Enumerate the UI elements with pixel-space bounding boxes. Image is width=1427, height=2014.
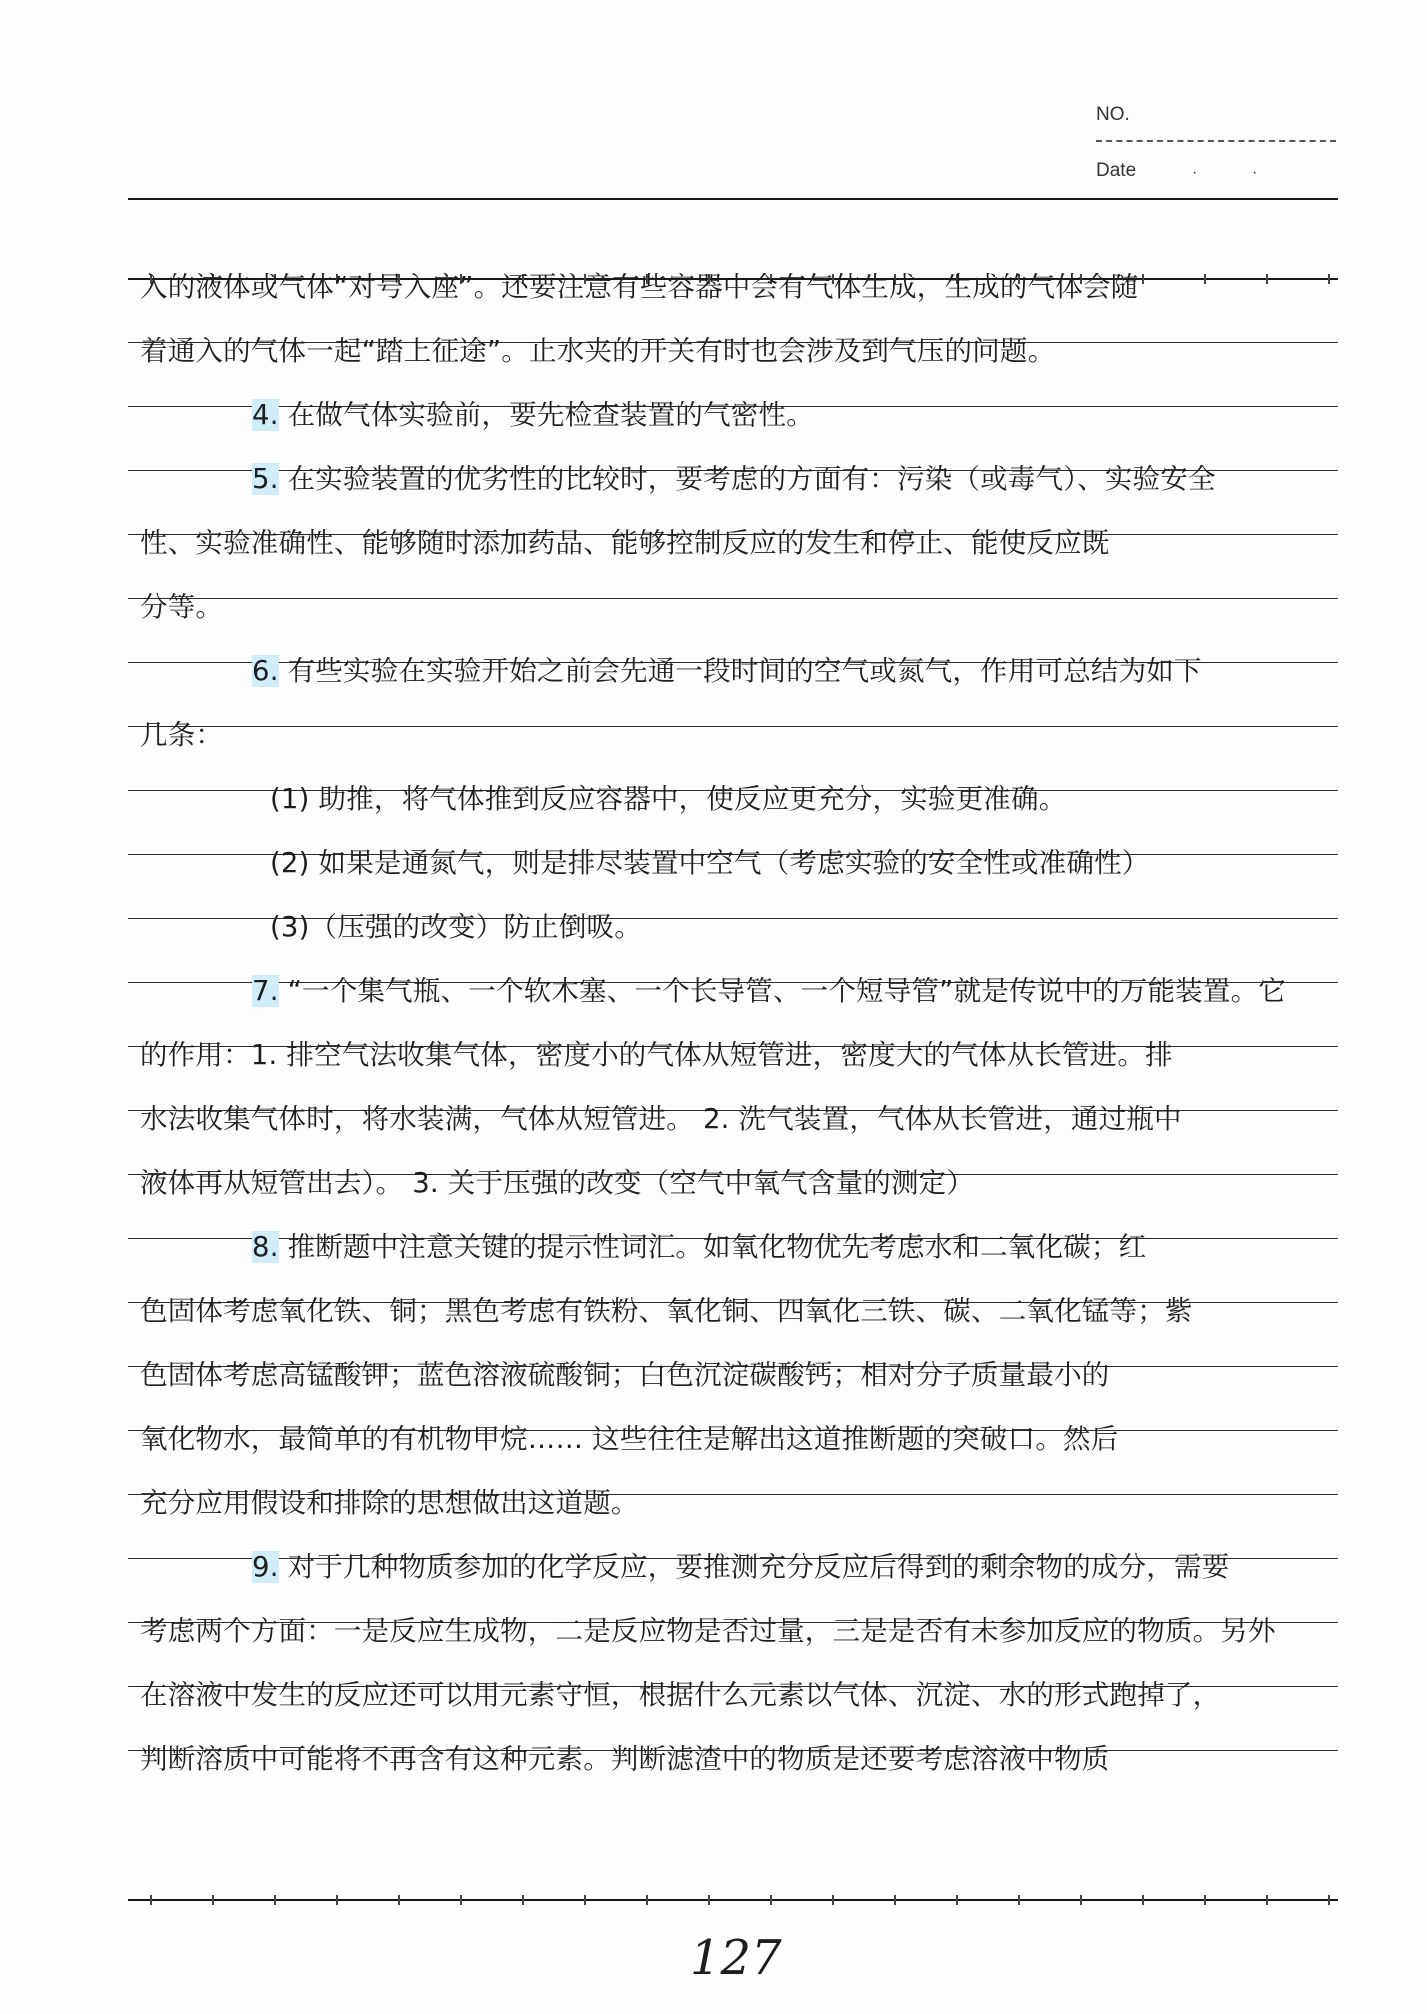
text-line-content: 在做气体实验前，要先检查装置的气密性。 bbox=[287, 399, 814, 431]
text-line bbox=[140, 1483, 1330, 1523]
date-dot: · bbox=[1252, 164, 1258, 181]
text-line-content: 色固体考虑氧化铁、铜；黑色考虑有铁粉、氧化铜、四氧化三铁、碳、二氧化锰等；紫 bbox=[140, 1295, 1193, 1327]
text-line bbox=[140, 1675, 1330, 1715]
text-line-content: 充分应用假设和排除的思想做出这道题。 bbox=[140, 1487, 639, 1519]
text-line-content: 液体再从短管出去）。 3. 关于压强的改变（空气中氧气含量的测定） bbox=[140, 1167, 975, 1199]
text-line-content: 分等。 bbox=[140, 591, 224, 623]
text-line bbox=[140, 1035, 1330, 1075]
text-line bbox=[252, 1547, 1427, 1587]
text-line-content: 考虑两个方面：一是反应生成物，二是反应物是否过量，三是是否有未参加反应的物质。另外 bbox=[140, 1615, 1276, 1647]
rule-tick bbox=[460, 1895, 462, 1905]
header-dashed-line bbox=[1096, 140, 1336, 142]
text-line bbox=[252, 651, 1427, 691]
text-line-content: “一个集气瓶、一个软木塞、一个长导管、一个短导管”就是传说中的万能装置。它 bbox=[287, 975, 1286, 1007]
text-line-content: 对于几种物质参加的化学反应，要推测充分反应后得到的剩余物的成分，需要 bbox=[287, 1551, 1230, 1583]
text-line-content: 性、实验准确性、能够随时添加药品、能够控制反应的发生和停止、能使反应既 bbox=[140, 527, 1110, 559]
text-line bbox=[140, 267, 1330, 307]
ruled-line bbox=[128, 198, 1338, 200]
rule-tick bbox=[646, 1895, 648, 1905]
rule-tick bbox=[894, 1895, 896, 1905]
rule-tick bbox=[1080, 1895, 1082, 1905]
text-line-content: 在溶液中发生的反应还可以用元素守恒，根据什么元素以气体、沉淀、水的形式跑掉了， bbox=[140, 1679, 1221, 1711]
item-number-highlight: 4. bbox=[252, 399, 279, 431]
text-line-content: 氧化物水，最简单的有机物甲烷…… 这些往往是解出这道推断题的突破口。然后 bbox=[140, 1423, 1119, 1455]
item-number-highlight: 5. bbox=[252, 463, 279, 495]
text-line-content: 色固体考虑高锰酸钾；蓝色溶液硫酸铜；白色沉淀碳酸钙；相对分子质量最小的 bbox=[140, 1359, 1110, 1391]
rule-tick bbox=[274, 1895, 276, 1905]
rule-tick bbox=[336, 1895, 338, 1905]
rule-tick bbox=[1018, 1895, 1020, 1905]
text-line bbox=[140, 331, 1330, 371]
text-line bbox=[140, 1163, 1330, 1203]
rule-tick bbox=[1266, 1895, 1268, 1905]
text-line bbox=[140, 1611, 1330, 1651]
text-line bbox=[140, 1419, 1330, 1459]
rule-tick bbox=[212, 1895, 214, 1905]
text-line bbox=[270, 843, 1427, 883]
text-line bbox=[140, 1291, 1330, 1331]
rule-tick bbox=[956, 1895, 958, 1905]
text-line-content: 有些实验在实验开始之前会先通一段时间的空气或氮气，作用可总结为如下 bbox=[287, 655, 1202, 687]
text-line bbox=[140, 1739, 1330, 1779]
text-line-content: 着通入的气体一起“踏上征途”。止水夹的开关有时也会涉及到气压的问题。 bbox=[140, 335, 1056, 367]
text-line-content: 在实验装置的优劣性的比较时，要考虑的方面有：污染（或毒气）、实验安全 bbox=[287, 463, 1216, 495]
text-line-content: 几条： bbox=[140, 719, 224, 751]
rule-tick bbox=[1328, 1895, 1330, 1905]
text-line bbox=[270, 907, 1427, 947]
text-line bbox=[140, 1355, 1330, 1395]
text-line bbox=[252, 459, 1427, 499]
text-line-content: 的作用：1. 排空气法收集气体，密度小的气体从短管进，密度大的气体从长管进。排 bbox=[140, 1039, 1173, 1071]
rule-tick bbox=[398, 1895, 400, 1905]
text-line bbox=[252, 1227, 1427, 1267]
text-line-content: 推断题中注意关键的提示性词汇。如氧化物优先考虑水和二氧化碳；红 bbox=[287, 1231, 1147, 1263]
text-line-content: 入的液体或气体“对号入座”。还要注意有些容器中会有气体生成，生成的气体会随 bbox=[140, 271, 1139, 303]
date-label: Date bbox=[1096, 160, 1137, 181]
no-label: NO. bbox=[1096, 104, 1130, 125]
rule-tick bbox=[1204, 1895, 1206, 1905]
date-dot: · bbox=[1192, 164, 1198, 181]
text-line bbox=[140, 523, 1330, 563]
item-number-highlight: 8. bbox=[252, 1231, 279, 1263]
text-line bbox=[140, 715, 1330, 755]
text-line-content: (3)（压强的改变）防止倒吸。 bbox=[270, 911, 642, 943]
text-line bbox=[252, 395, 1427, 435]
item-number-highlight: 7. bbox=[252, 975, 279, 1007]
rule-tick bbox=[1142, 1895, 1144, 1905]
rule-tick bbox=[150, 1895, 152, 1905]
text-line-content: 水法收集气体时，将水装满，气体从短管进。 2. 洗气装置，气体从长管进，通过瓶中 bbox=[140, 1103, 1182, 1135]
text-line-content: 判断溶质中可能将不再含有这种元素。判断滤渣中的物质是还要考虑溶液中物质 bbox=[140, 1743, 1110, 1775]
rule-tick bbox=[832, 1895, 834, 1905]
text-line bbox=[252, 971, 1427, 1011]
ruled-line bbox=[128, 1899, 1338, 1901]
rule-tick bbox=[584, 1895, 586, 1905]
page-number: 127 bbox=[690, 1930, 782, 1986]
text-line-content: (2) 如果是通氮气，则是排尽装置中空气（考虑实验的安全性或准确性） bbox=[270, 847, 1150, 879]
rule-tick bbox=[708, 1895, 710, 1905]
item-number-highlight: 9. bbox=[252, 1551, 279, 1583]
text-line-content: (1) 助推，将气体推到反应容器中，使反应更充分，实验更准确。 bbox=[270, 783, 1067, 815]
text-line bbox=[140, 587, 1330, 627]
item-number-highlight: 6. bbox=[252, 655, 279, 687]
text-line bbox=[140, 1099, 1330, 1139]
text-line bbox=[270, 779, 1427, 819]
rule-tick bbox=[522, 1895, 524, 1905]
rule-tick bbox=[770, 1895, 772, 1905]
